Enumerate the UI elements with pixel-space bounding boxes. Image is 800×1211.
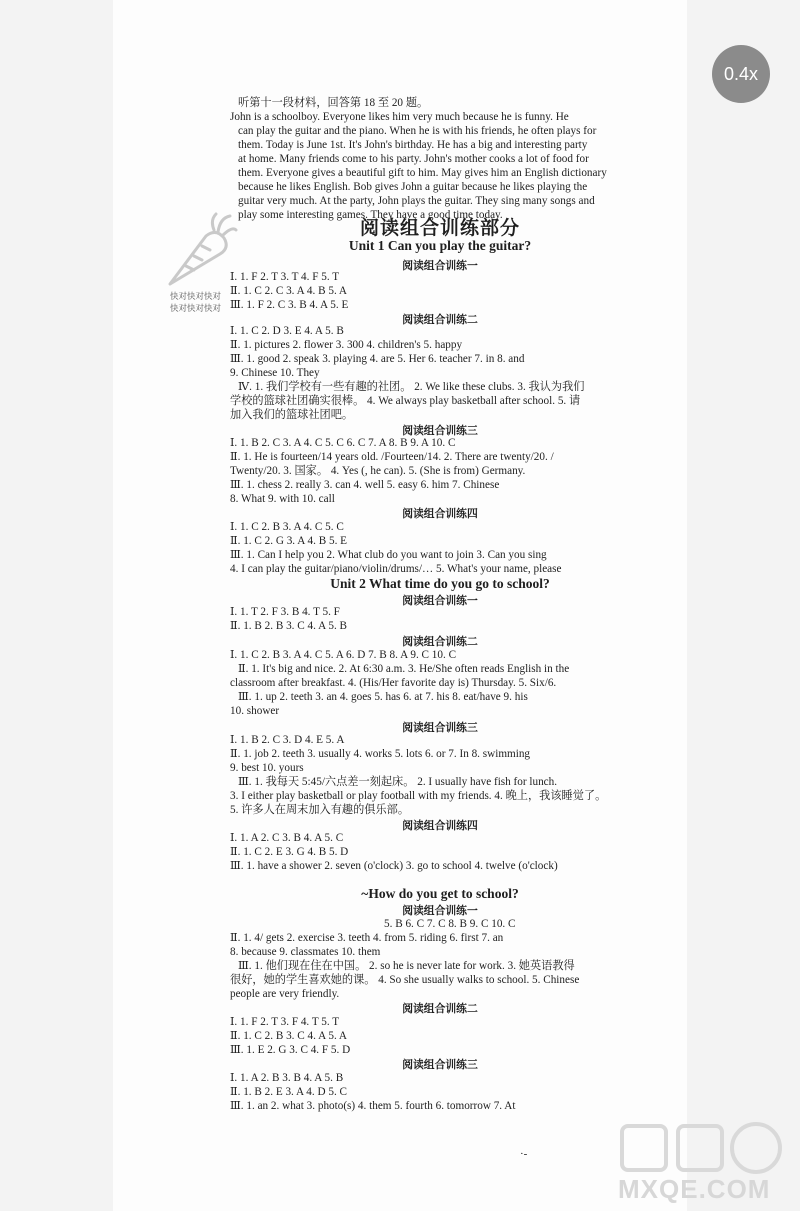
- section-title: 阅读组合训练二: [402, 635, 478, 648]
- answer-line: Ⅲ. 1. up 2. teeth 3. an 4. goes 5. has 6. at 7. his 8. eat/have 9. his: [238, 691, 528, 703]
- section-title: 阅读组合训练一: [402, 259, 478, 272]
- unit-title: ~How do you get to school?: [361, 886, 519, 901]
- answer-line: Ⅱ. 1. B 2. B 3. C 4. A 5. B: [230, 620, 348, 632]
- answer-line: Ⅰ. 1. C 2. B 3. A 4. C 5. A 6. D 7. B 8. A 9. C 10. C: [230, 649, 457, 661]
- section-title: 阅读组合训练二: [402, 1002, 478, 1015]
- section-title: 阅读组合训练四: [402, 507, 478, 520]
- passage-line: them. Everyone gives a beautiful gift to him. May gives him an English dictionary: [238, 167, 607, 179]
- answer-line: Ⅰ. 1. T 2. F 3. B 4. T 5. F: [230, 606, 340, 618]
- page-number: ·-: [520, 1148, 528, 1160]
- passage-line: them. Today is June 1st. It's John's birthday. He has a big and interesting party: [238, 139, 588, 151]
- section-title: 阅读组合训练四: [402, 819, 478, 832]
- answer-line: 加入我们的篮球社团吧。: [230, 409, 354, 421]
- answer-line: Ⅲ. 1. E 2. G 3. C 4. F 5. D: [230, 1044, 351, 1056]
- answer-line: Ⅳ. 1. 我们学校有一些有趣的社团。 2. We like these clubs. 3. 我认为我们: [238, 381, 585, 393]
- answer-line: 8. What 9. with 10. call: [230, 493, 335, 505]
- passage-line: at home. Many friends come to his party. John's mother cooks a lot of food for: [238, 153, 589, 165]
- passage-line: guitar very much. At the party, John plays the guitar. They sing many songs and: [238, 195, 595, 207]
- answer-line: 很好，她的学生喜欢她的课。 4. So she usually walks to school. 5. Chinese: [230, 974, 580, 986]
- answer-line: Ⅱ. 1. C 2. C 3. A 4. B 5. A: [230, 285, 348, 297]
- carrot-icon: [162, 212, 238, 294]
- answer-line: classroom after breakfast. 4. (His/Her favorite day is) Thursday. 5. Six/6.: [230, 677, 557, 689]
- answer-line: Ⅰ. 1. F 2. T 3. F 4. T 5. T: [230, 1016, 340, 1028]
- answer-line: Ⅰ. 1. B 2. C 3. A 4. C 5. C 6. C 7. A 8. B 9. A 10. C: [230, 437, 456, 449]
- answer-line: 9. Chinese 10. They: [230, 367, 320, 379]
- passage-line: can play the guitar and the piano. When he is with his friends, he often plays for: [238, 125, 597, 137]
- passage-line: because he likes English. Bob gives John a guitar because he likes playing the: [238, 181, 588, 193]
- answer-line: Ⅱ. 1. C 2. E 3. G 4. B 5. D: [230, 846, 349, 858]
- watermark-text: MXQE.COM: [618, 1174, 771, 1204]
- answer-line: Ⅱ. 1. He is fourteen/14 years old. /Fourteen/14. 2. There are twenty/20. /: [230, 451, 554, 463]
- section-title: 阅读组合训练三: [402, 721, 478, 734]
- section-title: 阅读组合训练二: [402, 313, 478, 326]
- answer-line: Ⅱ. 1. pictures 2. flower 3. 300 4. children's 5. happy: [230, 339, 463, 351]
- answer-line: Twenty/20. 3. 国家。 4. Yes (, he can). 5. (She is from) Germany.: [230, 465, 526, 477]
- section-title: 阅读组合训练三: [402, 1058, 478, 1071]
- passage-line: John is a schoolboy. Everyone likes him very much because he is funny. He: [230, 111, 569, 123]
- section-title: 阅读组合训练一: [402, 904, 478, 917]
- answer-line: Ⅱ. 1. B 2. E 3. A 4. D 5. C: [230, 1086, 348, 1098]
- section-title: 阅读组合训练一: [402, 594, 478, 607]
- answer-line: Ⅱ. 1. It's big and nice. 2. At 6:30 a.m. 3. He/She often reads English in the: [238, 663, 570, 675]
- answer-line: Ⅱ. 1. C 2. B 3. C 4. A 5. A: [230, 1030, 348, 1042]
- answer-line: 9. best 10. yours: [230, 762, 304, 774]
- answer-line: Ⅲ. 1. Can I help you 2. What club do you want to join 3. Can you sing: [230, 549, 547, 561]
- answer-line: Ⅲ. 1. 他们现在住在中国。 2. so he is never late for work. 3. 她英语教得: [238, 960, 575, 972]
- passage-line: play some interesting games. They have a good time today.: [238, 209, 503, 221]
- answer-line: 学校的篮球社团确实很棒。 4. We always play basketball after school. 5. 请: [230, 395, 581, 407]
- answer-line: 4. I can play the guitar/piano/violin/drums/… 5. What's your name, please: [230, 563, 562, 575]
- unit-title: Unit 1 Can you play the guitar?: [348, 238, 532, 253]
- answer-line: Ⅲ. 1. good 2. speak 3. playing 4. are 5. Her 6. teacher 7. in 8. and: [230, 353, 525, 365]
- passage-line: 听第十一段材料，回答第 18 至 20 题。: [238, 97, 429, 109]
- answer-line: Ⅲ. 1. F 2. C 3. B 4. A 5. E: [230, 299, 349, 311]
- answer-line: Ⅱ. 1. 4/ gets 2. exercise 3. teeth 4. from 5. riding 6. first 7. an: [230, 932, 504, 944]
- answer-line: Ⅰ. 1. A 2. C 3. B 4. A 5. C: [230, 832, 344, 844]
- answer-line: Ⅲ. 1. chess 2. really 3. can 4. well 5. easy 6. him 7. Chinese: [230, 479, 500, 491]
- answer-line: Ⅲ. 1. 我每天 5:45/六点差一刻起床。 2. I usually have fish for lunch.: [238, 776, 558, 788]
- answer-line: 3. I either play basketball or play football with my friends. 4. 晚上，我该睡觉了。: [230, 790, 607, 802]
- answer-line: Ⅰ. 1. C 2. D 3. E 4. A 5. B: [230, 325, 344, 337]
- answer-line: Ⅲ. 1. an 2. what 3. photo(s) 4. them 5. fourth 6. tomorrow 7. At: [230, 1100, 516, 1112]
- answer-line: 10. shower: [230, 705, 280, 717]
- answer-line: 5. 许多人在周末加入有趣的俱乐部。: [230, 804, 410, 816]
- answer-line: Ⅰ. 1. B 2. C 3. D 4. E 5. A: [230, 734, 345, 746]
- unit-title: Unit 2 What time do you go to school?: [330, 576, 550, 591]
- answer-line: people are very friendly.: [230, 988, 340, 1000]
- part-title: 阅读组合训练部分: [359, 217, 520, 239]
- answer-line: 5. B 6. C 7. C 8. B 9. C 10. C: [384, 918, 516, 930]
- answer-line: Ⅱ. 1. C 2. G 3. A 4. B 5. E: [230, 535, 348, 547]
- answer-line: Ⅰ. 1. A 2. B 3. B 4. A 5. B: [230, 1072, 344, 1084]
- answer-line: Ⅲ. 1. have a shower 2. seven (o'clock) 3. go to school 4. twelve (o'clock): [230, 860, 558, 872]
- answer-line: 8. because 9. classmates 10. them: [230, 946, 381, 958]
- side-note-1: 快对快对快对: [170, 292, 222, 302]
- side-note-2: 快对快对快对: [170, 304, 222, 314]
- answer-line: Ⅱ. 1. job 2. teeth 3. usually 4. works 5. lots 6. or 7. In 8. swimming: [230, 748, 531, 760]
- zoom-indicator[interactable]: 0.4x: [712, 45, 770, 103]
- answer-line: Ⅰ. 1. C 2. B 3. A 4. C 5. C: [230, 521, 344, 533]
- answer-line: Ⅰ. 1. F 2. T 3. T 4. F 5. T: [230, 271, 340, 283]
- section-title: 阅读组合训练三: [402, 424, 478, 437]
